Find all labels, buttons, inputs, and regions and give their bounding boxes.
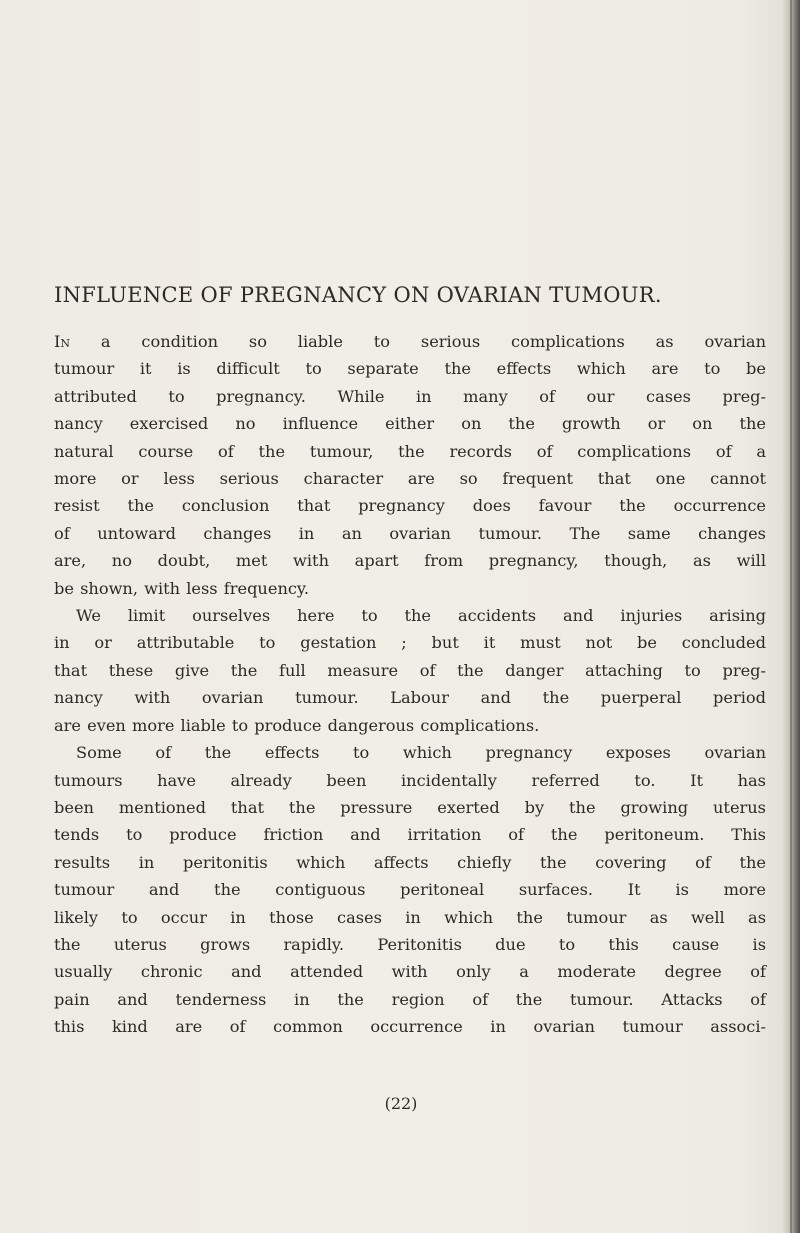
text-line: this kind are of common occurrence in ovarian tumour associ-: [54, 1017, 766, 1037]
text-line: are, no doubt, met with apart from pregnancy, though, as will: [54, 551, 766, 571]
text-line: natural course of the tumour, the records of complications of a: [54, 441, 766, 461]
text-line: tumour and the contiguous peritoneal surfaces. It is more: [54, 880, 766, 900]
text-line: nancy exercised no influence either on the growth or on the: [54, 414, 766, 434]
text-line: resist the conclusion that pregnancy does favour the occurrence: [54, 496, 766, 516]
text-line: in or attributable to gestation ; but it must not be concluded: [54, 633, 766, 653]
text-line: pain and tenderness in the region of the tumour. Attacks of: [54, 989, 766, 1009]
page-edge-line: [790, 0, 792, 1233]
text-line: be shown, with less frequency.: [54, 578, 310, 598]
paragraph-1: [54, 328, 766, 602]
text-line: results in peritonitis which affects chiefly the covering of the: [54, 852, 766, 872]
text-line: nancy with ovarian tumour. Labour and the puerperal period: [54, 688, 766, 708]
text-line: tumour it is difficult to separate the effects which are to be: [54, 359, 766, 379]
text-line: We limit ourselves here to the accidents and injuries arising: [76, 606, 766, 626]
text-line: more or less serious character are so frequent that one cannot: [54, 469, 766, 489]
text-line: the uterus grows rapidly. Peritonitis due to this cause is: [54, 934, 766, 954]
text-line: Some of the effects to which pregnancy exposes ovarian: [76, 743, 766, 763]
text-line: attributed to pregnancy. While in many of our cases preg-: [54, 386, 766, 406]
paragraph-2: [54, 602, 766, 739]
text-block: [54, 282, 766, 1041]
chapter-heading: INFLUENCE OF PREGNANCY ON OVARIAN TUMOUR.: [54, 283, 662, 307]
text-line: of untoward changes in an ovarian tumour. The same changes: [54, 523, 766, 543]
text-line: that these give the full measure of the danger attaching to preg-: [54, 660, 766, 680]
text-line: been mentioned that the pressure exerted by the growing uterus: [54, 797, 766, 817]
text-line: usually chronic and attended with only a moderate degree of: [54, 962, 766, 982]
text-line: tumours have already been incidentally referred to. It has: [54, 770, 766, 790]
text-line: In a condition so liable to serious complications as ovarian: [54, 332, 766, 351]
text-line: tends to produce friction and irritation of the peritoneum. This: [54, 825, 766, 845]
first-word: In: [54, 332, 71, 351]
text-line: likely to occur in those cases in which the tumour as well as: [54, 907, 766, 927]
text-line: are even more liable to produce dangerous complications.: [54, 715, 540, 735]
page-number: (22): [384, 1094, 418, 1113]
paragraph-3: [54, 739, 766, 1040]
